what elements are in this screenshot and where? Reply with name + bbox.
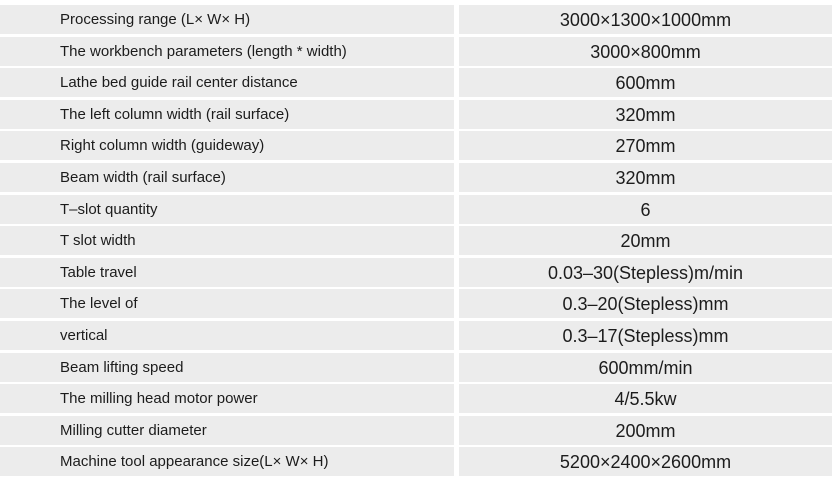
spec-label: vertical <box>0 321 454 350</box>
spec-value: 200mm <box>459 416 832 445</box>
spec-label: T–slot quantity <box>0 195 454 224</box>
spec-value: 270mm <box>459 131 832 160</box>
spec-label: Processing range (L× W× H) <box>0 5 454 34</box>
table-row <box>0 37 832 66</box>
spec-value: 3000×800mm <box>459 37 832 66</box>
spec-value: 320mm <box>459 163 832 192</box>
spec-value: 5200×2400×2600mm <box>459 447 832 476</box>
spec-value: 6 <box>459 195 832 224</box>
spec-value: 4/5.5kw <box>459 384 832 413</box>
spec-value: 600mm/min <box>459 353 832 382</box>
spec-table <box>0 5 832 479</box>
table-row <box>0 289 832 318</box>
spec-label: The level of <box>0 289 454 318</box>
spec-label: Lathe bed guide rail center distance <box>0 68 454 97</box>
spec-label: The left column width (rail surface) <box>0 100 454 129</box>
table-row <box>0 353 832 382</box>
spec-label: Beam lifting speed <box>0 353 454 382</box>
table-row <box>0 258 832 287</box>
spec-value: 3000×1300×1000mm <box>459 5 832 34</box>
table-row <box>0 5 832 34</box>
table-row <box>0 226 832 255</box>
table-row <box>0 68 832 97</box>
table-row <box>0 131 832 160</box>
spec-label: T slot width <box>0 226 454 255</box>
table-row <box>0 195 832 224</box>
spec-label: Right column width (guideway) <box>0 131 454 160</box>
spec-value: 0.3–20(Stepless)mm <box>459 289 832 318</box>
spec-value: 320mm <box>459 100 832 129</box>
spec-label: Milling cutter diameter <box>0 416 454 445</box>
spec-value: 600mm <box>459 68 832 97</box>
spec-label: Machine tool appearance size(L× W× H) <box>0 447 454 476</box>
table-row <box>0 321 832 350</box>
spec-label: The workbench parameters (length * width) <box>0 37 454 66</box>
table-row <box>0 447 832 476</box>
spec-label: The milling head motor power <box>0 384 454 413</box>
table-row <box>0 384 832 413</box>
spec-value: 0.3–17(Stepless)mm <box>459 321 832 350</box>
spec-value: 0.03–30(Stepless)m/min <box>459 258 832 287</box>
spec-value: 20mm <box>459 226 832 255</box>
table-row <box>0 100 832 129</box>
spec-label: Table travel <box>0 258 454 287</box>
table-row <box>0 163 832 192</box>
table-row <box>0 416 832 445</box>
spec-label: Beam width (rail surface) <box>0 163 454 192</box>
